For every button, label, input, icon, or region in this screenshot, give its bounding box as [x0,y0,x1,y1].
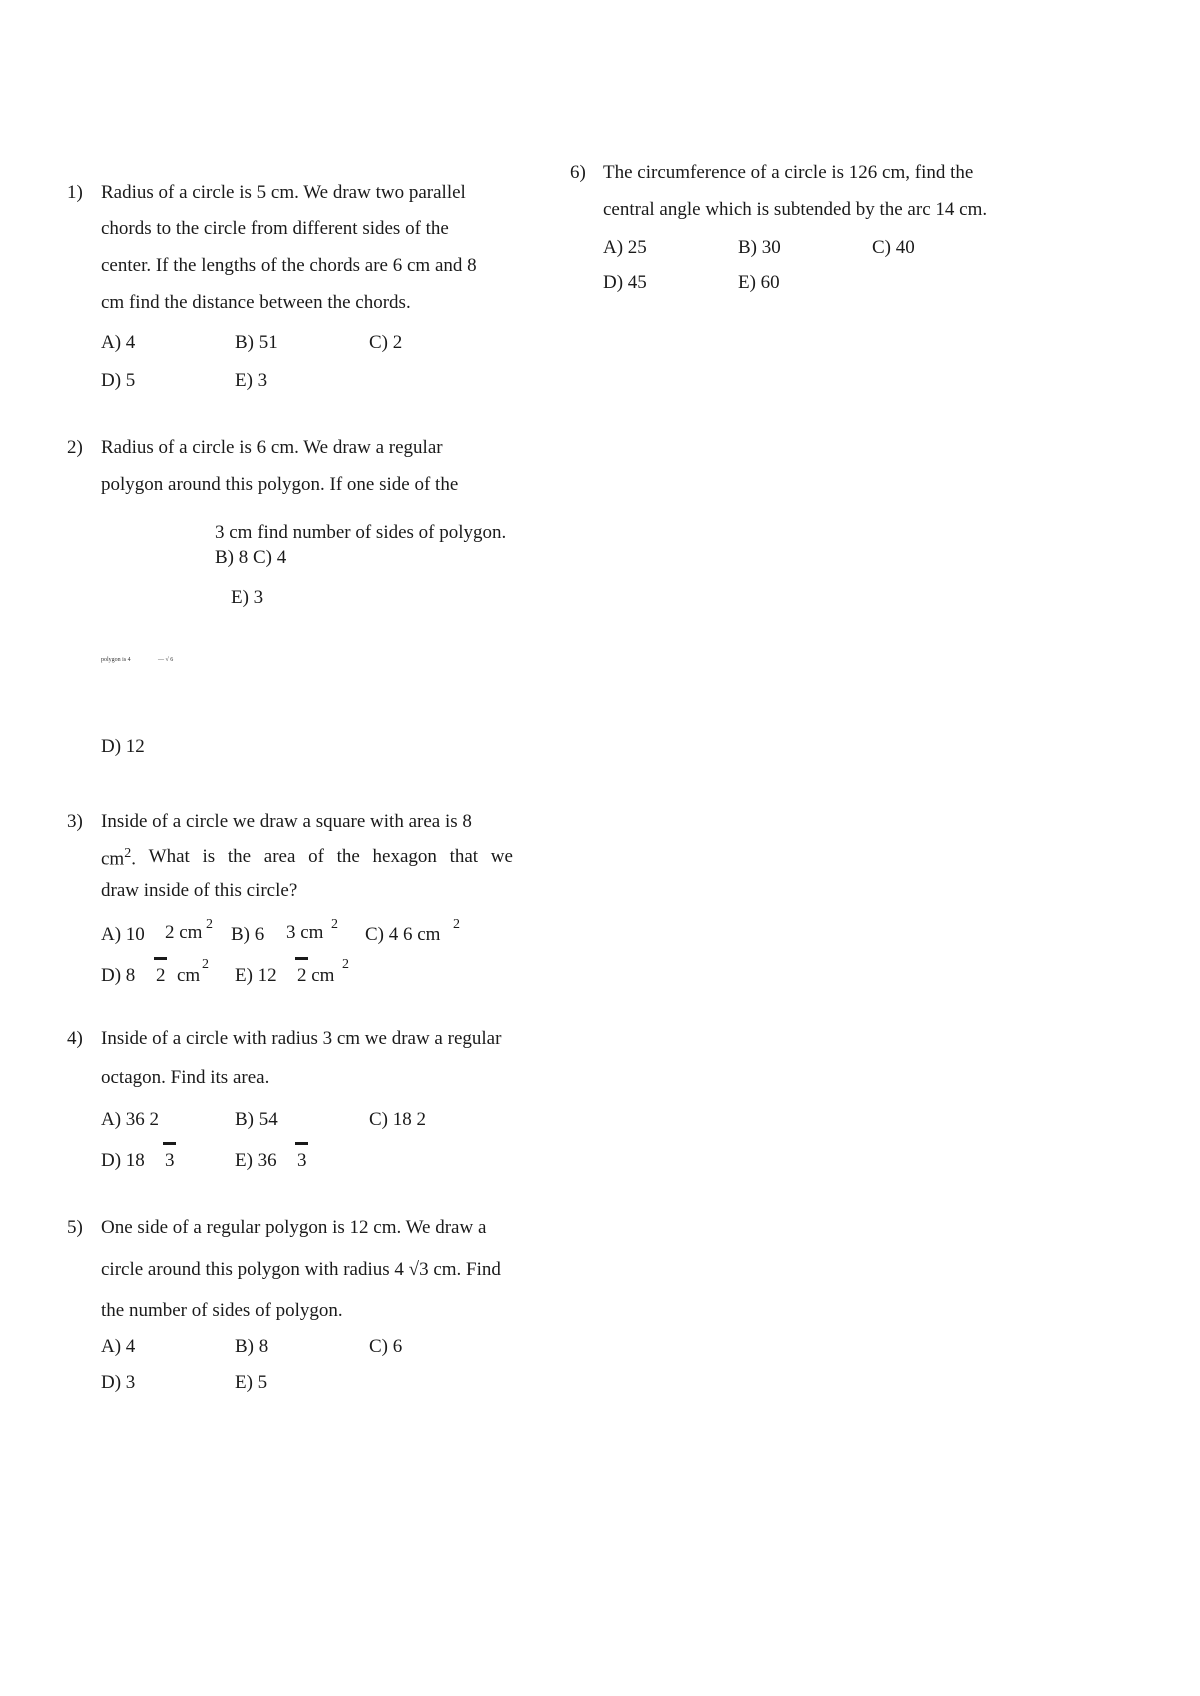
superscript: 2 [342,957,349,972]
option-a: A) 4 [101,332,136,353]
option-d: D) 5 [101,370,136,391]
word: the [227,846,252,867]
option-b: B) 8 [235,1336,269,1357]
question-text-line: Radius of a circle is 5 cm. We draw two parallel [101,182,466,203]
superscript: 2 [453,917,460,932]
option-d: D) 8 [101,965,136,986]
word: the [336,846,360,867]
question-text-line: Radius of a circle is 6 cm. We draw a regular [101,437,443,458]
question-text-line: circle around this polygon with radius 4 √3 cm. Find [101,1259,501,1280]
word: What [148,846,190,867]
question-number: 5) [67,1217,83,1238]
word: that [449,846,479,867]
option-a: A) 4 [101,1336,136,1357]
option-d: D) 12 [101,736,145,757]
option-e: E) 36 [235,1150,277,1171]
option-c: C) 18 2 [369,1109,426,1130]
question-text-line: octagon. Find its area. [101,1067,270,1088]
question-text-line: One side of a regular polygon is 12 cm. We draw a [101,1217,487,1238]
option-fragment: B) 8 C) 4 [215,547,287,568]
option-d-value: 3 [165,1150,175,1171]
question-number: 6) [570,162,586,183]
option-e-value: 3 [297,1150,307,1171]
option-a-value: 2 cm [165,922,203,943]
question-text-line: chords to the circle from different sides of the [101,218,449,239]
option-b: B) 30 [738,237,781,258]
superscript: 2 [206,917,213,932]
option-b: B) 6 [231,924,265,945]
word: of [308,846,324,867]
question-text-fragment: 3 cm find number of sides of polygon. [215,522,507,543]
question-text-line: the number of sides of polygon. [101,1300,343,1321]
option-d: D) 18 [101,1150,145,1171]
question-number: 4) [67,1028,83,1049]
question-text-line: cm find the distance between the chords. [101,292,411,313]
question-text-line: Inside of a circle with radius 3 cm we draw a regular [101,1028,502,1049]
artifact-text: — √ 6 [158,657,174,663]
option-e: E) 60 [738,272,780,293]
question-text-line: polygon around this polygon. If one side of the [101,474,459,495]
option-e: E) 12 [235,965,277,986]
question-text-line: center. If the lengths of the chords are 6 cm and 8 [101,255,477,276]
question-text-line: central angle which is subtended by the arc 14 cm. [603,199,988,220]
option-c: C) 40 [872,237,915,258]
option-c: C) 6 [369,1336,403,1357]
superscript: 2 [331,917,338,932]
option-d-value: 2 [156,965,166,986]
radical-bar [295,1142,308,1145]
question-text-line: draw inside of this circle? [101,880,298,901]
option-e: E) 5 [235,1372,268,1393]
artifact-text: polygon is 4 [101,657,131,663]
option-c: C) 2 [369,332,403,353]
radical-bar [295,957,308,960]
option-a: A) 36 2 [101,1109,160,1130]
question-number: 1) [67,182,83,203]
option-d: D) 45 [603,272,647,293]
radical-bar [163,1142,176,1145]
option-e-value: 2 cm [297,965,335,986]
question-number: 3) [67,811,83,832]
option-e: E) 3 [235,370,268,391]
word: area [263,846,296,867]
question-text-line [101,847,513,868]
option-b-value: 3 cm [286,922,324,943]
option-e: E) 3 [231,587,264,608]
word: we [490,846,513,867]
question-number: 2) [67,437,83,458]
option-a: A) 25 [603,237,647,258]
option-c: C) 4 6 cm [365,924,441,945]
option-a: A) 10 [101,924,145,945]
question-text-line: The circumference of a circle is 126 cm, find the [603,162,974,183]
superscript: 2 [202,957,209,972]
option-d-unit: cm [177,965,201,986]
word: is [202,846,216,867]
word: $cm^2$. [101,846,136,870]
question-text-line: Inside of a circle we draw a square with area is 8 [101,811,472,832]
option-d: D) 3 [101,1372,136,1393]
option-b: B) 51 [235,332,278,353]
word: hexagon [372,846,437,867]
option-b: B) 54 [235,1109,278,1130]
radical-bar [154,957,167,960]
